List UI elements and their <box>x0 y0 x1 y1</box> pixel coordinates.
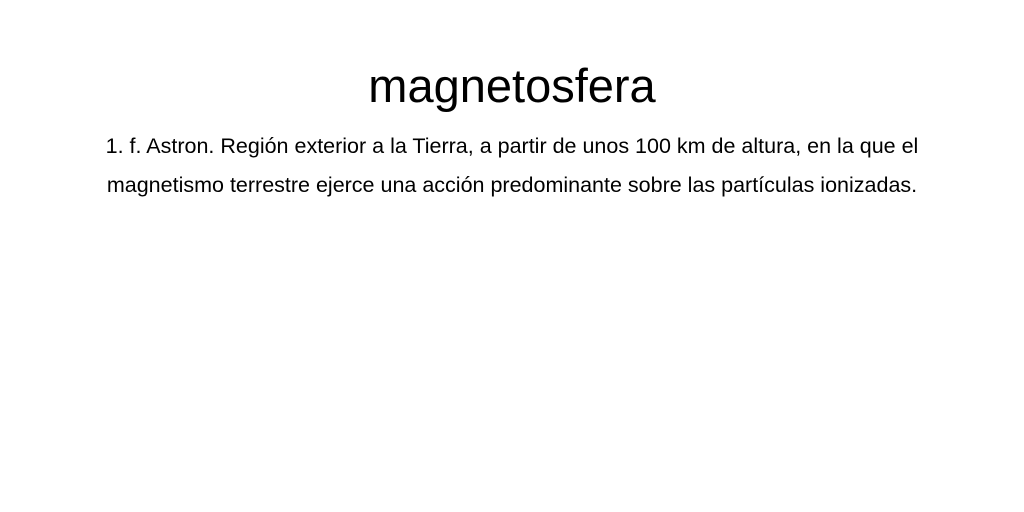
entry-definition: 1. f. Astron. Región exterior a la Tierra, a partir de unos 100 km de altura, en la que el magnetismo terrestre ejerce una acción predominante sobre las partículas ionizadas. <box>105 134 919 197</box>
entry-term: magnetosfera <box>368 59 656 112</box>
